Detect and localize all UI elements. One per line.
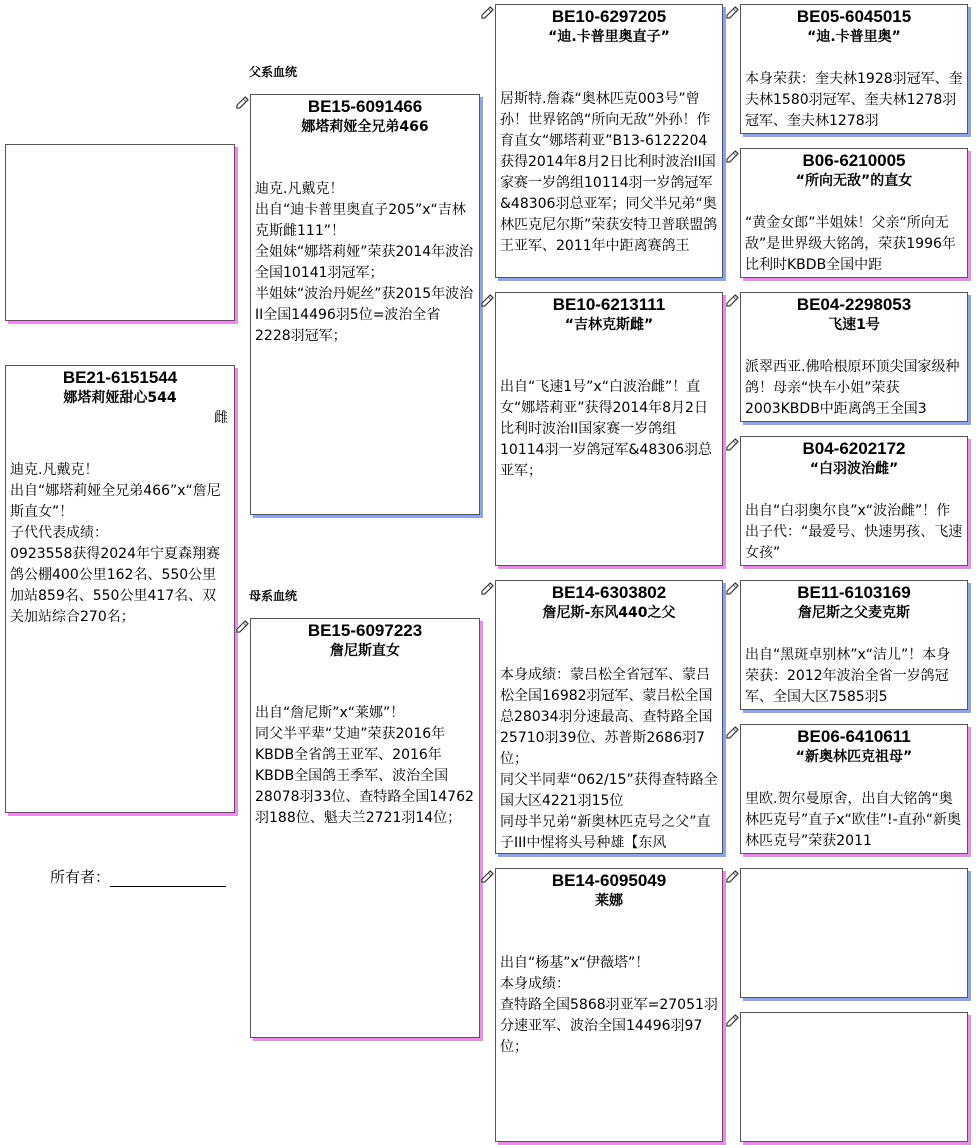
bird-description: 迪克.凡戴克！ 出自“娜塔莉娅全兄弟466”x“詹尼斯直女”！ 子代代表成绩： 0923558获得2024年宁夏森翔赛鸽公棚400公里162名、550公里加站859名、550公里417名、双关加站综合270名； [10, 462, 221, 625]
sire-line-label: 父系血统 [249, 65, 298, 79]
dds-card-empty[interactable] [740, 868, 968, 998]
dam-sire-card[interactable] [495, 580, 723, 854]
bird-description: 出自“詹尼斯”x“莱娜”！ 同父半平辈“艾迪”荣获2016年KBDB全省鸽王亚军、2016年KBDB全国鸽王季军、波治全国28078羽33位、查特路全国14762羽188位、魁夫兰2721羽14位； [255, 705, 474, 826]
sds-card[interactable] [740, 292, 968, 422]
bird-name: 娜塔莉娅甜心544 [63, 390, 177, 406]
ring-number: BE15-6097223 [307, 621, 423, 640]
dam-line-label: 母系血统 [249, 589, 298, 603]
ring-number: BE14-6095049 [551, 871, 667, 890]
ring-number: BE05-6045015 [796, 7, 912, 26]
bird-name: “所向无敌”的直女 [795, 173, 913, 189]
bird-name: “迪.卡普里奥直子” [548, 29, 670, 45]
ddd-card-empty[interactable] [740, 1012, 968, 1142]
pencil-edit-icon[interactable] [236, 96, 249, 109]
ring-number: BE10-6297205 [551, 7, 667, 26]
ring-number: BE14-6303802 [551, 583, 667, 602]
sex-label: 雌 [214, 410, 228, 426]
ring-number: BE21-6151544 [62, 368, 178, 387]
sire-sire-card[interactable] [495, 4, 723, 278]
owner-label: 所有者： [50, 868, 111, 886]
subject-card[interactable] [5, 365, 235, 813]
ring-number: BE10-6213111 [552, 295, 666, 314]
sire-dam-card[interactable] [495, 292, 723, 566]
bird-name: “迪.卡普里奥” [807, 29, 901, 45]
ring-number: BE06-6410611 [797, 727, 911, 746]
pencil-edit-icon[interactable] [481, 294, 494, 307]
bird-name: 詹尼斯直女 [330, 643, 400, 659]
ring-number: B06-6210005 [802, 151, 906, 170]
ring-number: BE11-6103169 [797, 583, 911, 602]
dss-card[interactable] [740, 580, 968, 710]
bird-name: 飞速1号 [828, 317, 880, 333]
bird-name: 詹尼斯之父麦克斯 [798, 605, 910, 621]
pencil-edit-icon[interactable] [236, 620, 249, 633]
bird-description: “黄金女郎”半姐妹！父亲“所向无敌”是世界级大铭鸽，荣获1996年比利时KBDB全国中距 [745, 215, 956, 273]
bird-description: 本身成绩：蒙吕松全省冠军、蒙吕松全国16982羽冠军、蒙吕松全国总28034羽分速最高、查特路全国25710羽39位、苏普斯2686羽7位； 同父半同辈“062/15”获得查特路全国大区4221羽15位 同母半兄弟“新奥林匹克号之父”直子III中惺将头号种雄【东风 [500, 667, 718, 851]
ssd-card[interactable] [740, 148, 968, 278]
bird-description: 出自“飞速1号”x“白波治雌”！直女“娜塔莉亚”获得2014年8月2日比利时波治II国家赛一岁鸽组10114羽一岁鸽冠军&48306羽总亚军； [500, 379, 712, 479]
pencil-edit-icon[interactable] [726, 582, 739, 595]
pencil-edit-icon[interactable] [481, 6, 494, 19]
bird-description: 派翠西亚.佛哈根原环顶尖国家级种鸽！母亲“快车小姐”荣获2003KBDB中距离鸽王全国3 [745, 359, 960, 417]
bird-description: 出自“白羽奥尔良”x“波治雌”！作出子代：“最爱号、快速男孩、飞速女孩” [745, 503, 963, 561]
dam-card[interactable] [250, 618, 480, 1038]
sss-card[interactable] [740, 4, 968, 134]
bird-name: “新奥林匹克祖母” [795, 749, 913, 765]
pencil-edit-icon[interactable] [726, 294, 739, 307]
owner-input-line[interactable] [110, 872, 226, 887]
bird-description: 迪克.凡戴克！ 出自“迪卡普里奥直子205”x“吉林克斯雌111”！ 全姐妹“娜塔莉娅”荣获2014年波治全国10141羽冠军； 半姐妹“波治丹妮丝”获2015年波治II全国14496羽5位=波治全省2228羽冠军； [255, 181, 474, 344]
pencil-edit-icon[interactable] [726, 6, 739, 19]
bird-description: 出自“杨基”x“伊薇塔”！ 本身成绩： 查特路全国5868羽亚军=27051羽分速亚军、波治全国14496羽97位； [500, 955, 718, 1055]
photo-placeholder [5, 144, 235, 321]
pencil-edit-icon[interactable] [481, 582, 494, 595]
bird-description: 里欧.贺尔曼原舍，出自大铭鸽“奥林匹克号”直子x“欧佳”!-直孙“新奥林匹克号”荣获2011 [745, 791, 961, 849]
bird-name: 詹尼斯-东风440之父 [542, 605, 676, 621]
pencil-edit-icon[interactable] [481, 870, 494, 883]
bird-description: 出自“黑斑卓别林”x“洁儿”！本身荣获：2012年波治全省一岁鸽冠军、全国大区7585羽5 [745, 647, 951, 705]
pencil-edit-icon[interactable] [726, 438, 739, 451]
pencil-edit-icon[interactable] [726, 150, 739, 163]
pencil-edit-icon[interactable] [726, 870, 739, 883]
owner-field [50, 866, 226, 887]
bird-name: 娜塔莉娅全兄弟466 [301, 119, 429, 135]
pencil-edit-icon[interactable] [726, 1014, 739, 1027]
ring-number: BE15-6091466 [307, 97, 423, 116]
pencil-edit-icon[interactable] [726, 726, 739, 739]
bird-name: “白羽波治雌” [809, 461, 899, 477]
dsd-card[interactable] [740, 724, 968, 854]
dam-dam-card[interactable] [495, 868, 723, 1142]
bird-description: 本身荣获：奎夫林1928羽冠军、奎夫林1580羽冠军、奎夫林1278羽冠军、奎夫林1278羽 [745, 71, 963, 129]
ring-number: B04-6202172 [802, 439, 906, 458]
sire-card[interactable] [250, 94, 480, 515]
ring-number: BE04-2298053 [796, 295, 912, 314]
bird-description: 居斯特.詹森“奥林匹克003号”曾孙！世界铭鸽“所向无敌”外孙！作育直女“娜塔莉亚”B13-6122204获得2014年8月2日比利时波治II国家赛一岁鸽组10114羽一岁鸽冠军&48306羽总亚军；同父半兄弟“奥林匹克尼尔斯”荣获安特卫普联盟鸽王亚军、2011年中距离赛鸽王 [500, 91, 718, 254]
sdd-card[interactable] [740, 436, 968, 566]
bird-name: 莱娜 [595, 893, 623, 909]
bird-name: “吉林克斯雌” [564, 317, 654, 333]
